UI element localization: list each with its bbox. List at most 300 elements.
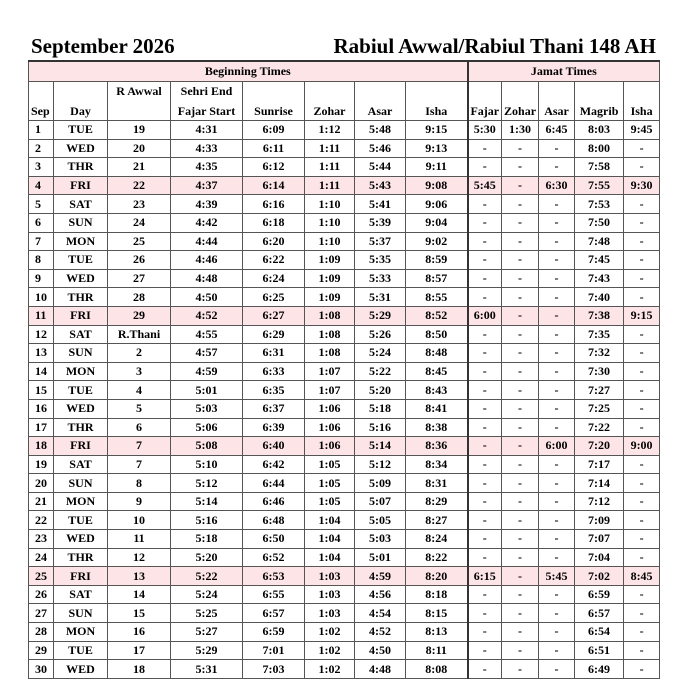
- zohar-cell: 1:09: [305, 269, 355, 288]
- sep-cell: 18: [29, 437, 54, 456]
- jamat-zohar-cell: -: [502, 325, 539, 344]
- asar-cell: 5:31: [355, 288, 406, 307]
- day-cell: SAT: [54, 455, 108, 474]
- zohar-cell: 1:05: [305, 455, 355, 474]
- table-row: [29, 139, 660, 158]
- fajar-start-cell: 4:46: [171, 251, 243, 270]
- table-row: [29, 213, 660, 232]
- asar-cell: 4:54: [355, 604, 406, 623]
- isha-cell: 8:55: [406, 288, 468, 307]
- jamat-asar-cell: 5:45: [539, 567, 575, 586]
- jamat-isha-cell: -: [624, 213, 660, 232]
- zohar-cell: 1:10: [305, 213, 355, 232]
- col-sunrise: Sunrise: [243, 100, 305, 121]
- jamat-magrib-cell: 7:30: [575, 362, 624, 381]
- col-jamat-isha: Isha: [624, 100, 660, 121]
- jamat-isha-cell: -: [624, 195, 660, 214]
- table-row: [29, 344, 660, 363]
- timetable-body: [29, 121, 660, 679]
- jamat-isha-cell: -: [624, 511, 660, 530]
- jamat-zohar-cell: -: [502, 399, 539, 418]
- day-cell: FRI: [54, 176, 108, 195]
- zohar-cell: 1:06: [305, 399, 355, 418]
- jamat-magrib-cell: 7:25: [575, 399, 624, 418]
- sunrise-cell: 6:14: [243, 176, 305, 195]
- jamat-isha-cell: -: [624, 623, 660, 642]
- jamat-magrib-cell: 7:12: [575, 492, 624, 511]
- isha-cell: 8:08: [406, 660, 468, 679]
- isha-cell: 9:06: [406, 195, 468, 214]
- sunrise-cell: 6:22: [243, 251, 305, 270]
- asar-cell: 5:18: [355, 399, 406, 418]
- asar-cell: 5:14: [355, 437, 406, 456]
- hijri-title: Rabiul Awwal/Rabiul Thani 148 AH: [333, 34, 656, 58]
- table-row: [29, 492, 660, 511]
- day-cell: TUE: [54, 381, 108, 400]
- day-cell: SAT: [54, 585, 108, 604]
- jamat-magrib-cell: 6:57: [575, 604, 624, 623]
- hijri-date-cell: 20: [108, 139, 171, 158]
- jamat-asar-cell: -: [539, 213, 575, 232]
- jamat-asar-cell: -: [539, 232, 575, 251]
- jamat-zohar-cell: -: [502, 641, 539, 660]
- hijri-date-cell: 15: [108, 604, 171, 623]
- sunrise-cell: 7:01: [243, 641, 305, 660]
- table-row: [29, 474, 660, 493]
- jamat-zohar-cell: -: [502, 660, 539, 679]
- asar-cell: 5:39: [355, 213, 406, 232]
- jamat-isha-cell: -: [624, 530, 660, 549]
- hijri-date-cell: 23: [108, 195, 171, 214]
- isha-cell: 8:18: [406, 585, 468, 604]
- jamat-fajar-cell: -: [468, 325, 502, 344]
- table-row: [29, 362, 660, 381]
- col-jamat-asar: Asar: [539, 100, 575, 121]
- jamat-magrib-cell: 7:27: [575, 381, 624, 400]
- zohar-cell: 1:03: [305, 567, 355, 586]
- col-zohar: Zohar: [305, 100, 355, 121]
- fajar-start-cell: 5:10: [171, 455, 243, 474]
- jamat-fajar-cell: 5:45: [468, 176, 502, 195]
- fajar-start-cell: 4:57: [171, 344, 243, 363]
- day-cell: MON: [54, 232, 108, 251]
- sunrise-cell: 7:03: [243, 660, 305, 679]
- jamat-fajar-cell: -: [468, 195, 502, 214]
- col-jamat-magrib: Magrib: [575, 100, 624, 121]
- sep-cell: 23: [29, 530, 54, 549]
- jamat-asar-cell: -: [539, 455, 575, 474]
- asar-cell: 5:01: [355, 548, 406, 567]
- jamat-fajar-cell: -: [468, 623, 502, 642]
- sep-cell: 6: [29, 213, 54, 232]
- sunrise-cell: 6:09: [243, 121, 305, 140]
- beginning-times-header: Beginning Times: [29, 61, 468, 82]
- col-jamat-fajar: Fajar: [468, 100, 502, 121]
- isha-cell: 9:04: [406, 213, 468, 232]
- asar-cell: 4:52: [355, 623, 406, 642]
- title-row: [28, 33, 659, 60]
- jamat-isha-cell: -: [624, 585, 660, 604]
- zohar-cell: 1:11: [305, 176, 355, 195]
- col-sep: Sep: [29, 100, 54, 121]
- jamat-asar-cell: -: [539, 306, 575, 325]
- timetable-sheet: [28, 33, 659, 679]
- sep-cell: 11: [29, 306, 54, 325]
- hijri-date-cell: 3: [108, 362, 171, 381]
- asar-cell: 5:46: [355, 139, 406, 158]
- jamat-fajar-cell: -: [468, 232, 502, 251]
- fajar-start-cell: 5:20: [171, 548, 243, 567]
- sep-cell: 9: [29, 269, 54, 288]
- jamat-magrib-cell: 7:55: [575, 176, 624, 195]
- table-row: [29, 641, 660, 660]
- asar-cell: 5:44: [355, 158, 406, 177]
- asar-cell: 5:03: [355, 530, 406, 549]
- hijri-date-cell: 24: [108, 213, 171, 232]
- hijri-date-cell: 7: [108, 437, 171, 456]
- jamat-zohar-cell: -: [502, 269, 539, 288]
- table-row: [29, 176, 660, 195]
- sunrise-cell: 6:48: [243, 511, 305, 530]
- jamat-isha-cell: -: [624, 139, 660, 158]
- jamat-isha-cell: -: [624, 269, 660, 288]
- jamat-fajar-cell: -: [468, 492, 502, 511]
- zohar-cell: 1:08: [305, 306, 355, 325]
- sep-cell: 2: [29, 139, 54, 158]
- hijri-date-cell: 11: [108, 530, 171, 549]
- sunrise-cell: 6:25: [243, 288, 305, 307]
- hijri-date-cell: 2: [108, 344, 171, 363]
- day-cell: TUE: [54, 251, 108, 270]
- isha-cell: 9:02: [406, 232, 468, 251]
- jamat-magrib-cell: 7:17: [575, 455, 624, 474]
- sep-cell: 8: [29, 251, 54, 270]
- sunrise-cell: 6:24: [243, 269, 305, 288]
- jamat-fajar-cell: -: [468, 418, 502, 437]
- jamat-isha-cell: 9:30: [624, 176, 660, 195]
- hijri-date-cell: R.Thani: [108, 325, 171, 344]
- table-row: [29, 567, 660, 586]
- day-cell: SUN: [54, 604, 108, 623]
- asar-cell: 5:33: [355, 269, 406, 288]
- jamat-isha-cell: -: [624, 288, 660, 307]
- jamat-asar-cell: -: [539, 418, 575, 437]
- day-cell: MON: [54, 362, 108, 381]
- jamat-magrib-cell: 7:22: [575, 418, 624, 437]
- jamat-magrib-cell: 7:38: [575, 306, 624, 325]
- sunrise-cell: 6:44: [243, 474, 305, 493]
- jamat-asar-cell: -: [539, 381, 575, 400]
- jamat-asar-cell: -: [539, 585, 575, 604]
- fajar-start-cell: 4:33: [171, 139, 243, 158]
- asar-cell: 5:09: [355, 474, 406, 493]
- jamat-isha-cell: -: [624, 474, 660, 493]
- asar-cell: 5:12: [355, 455, 406, 474]
- sunrise-cell: 6:20: [243, 232, 305, 251]
- jamat-fajar-cell: -: [468, 455, 502, 474]
- isha-cell: 8:31: [406, 474, 468, 493]
- table-row: [29, 604, 660, 623]
- jamat-magrib-cell: 7:58: [575, 158, 624, 177]
- isha-cell: 8:52: [406, 306, 468, 325]
- jamat-fajar-cell: -: [468, 399, 502, 418]
- jamat-isha-cell: -: [624, 362, 660, 381]
- day-cell: FRI: [54, 437, 108, 456]
- jamat-zohar-cell: -: [502, 585, 539, 604]
- isha-cell: 9:08: [406, 176, 468, 195]
- table-row: [29, 269, 660, 288]
- day-cell: MON: [54, 492, 108, 511]
- fajar-start-cell: 5:22: [171, 567, 243, 586]
- sunrise-cell: 6:42: [243, 455, 305, 474]
- sunrise-cell: 6:37: [243, 399, 305, 418]
- table-row: [29, 381, 660, 400]
- fajar-start-cell: 5:08: [171, 437, 243, 456]
- jamat-zohar-cell: -: [502, 437, 539, 456]
- zohar-cell: 1:03: [305, 585, 355, 604]
- jamat-isha-cell: -: [624, 641, 660, 660]
- sep-cell: 14: [29, 362, 54, 381]
- jamat-magrib-cell: 7:14: [575, 474, 624, 493]
- jamat-isha-cell: -: [624, 251, 660, 270]
- day-cell: WED: [54, 660, 108, 679]
- jamat-magrib-cell: 6:49: [575, 660, 624, 679]
- hijri-date-cell: 27: [108, 269, 171, 288]
- sunrise-cell: 6:57: [243, 604, 305, 623]
- hijri-date-cell: 6: [108, 418, 171, 437]
- hijri-date-cell: 25: [108, 232, 171, 251]
- jamat-asar-cell: -: [539, 344, 575, 363]
- jamat-fajar-cell: 5:30: [468, 121, 502, 140]
- sep-cell: 5: [29, 195, 54, 214]
- column-header-row: [29, 100, 660, 121]
- day-cell: SUN: [54, 474, 108, 493]
- day-cell: SAT: [54, 325, 108, 344]
- zohar-cell: 1:03: [305, 604, 355, 623]
- table-row: [29, 288, 660, 307]
- day-cell: THR: [54, 548, 108, 567]
- group-header-row: [29, 61, 660, 82]
- fajar-start-cell: 4:31: [171, 121, 243, 140]
- sunrise-cell: 6:52: [243, 548, 305, 567]
- sep-cell: 26: [29, 585, 54, 604]
- fajar-start-cell: 4:48: [171, 269, 243, 288]
- day-cell: THR: [54, 158, 108, 177]
- jamat-asar-cell: 6:45: [539, 121, 575, 140]
- jamat-fajar-cell: -: [468, 288, 502, 307]
- zohar-cell: 1:09: [305, 251, 355, 270]
- jamat-asar-cell: -: [539, 139, 575, 158]
- isha-cell: 8:15: [406, 604, 468, 623]
- table-row: [29, 455, 660, 474]
- jamat-asar-cell: -: [539, 325, 575, 344]
- sep-cell: 25: [29, 567, 54, 586]
- day-cell: WED: [54, 139, 108, 158]
- day-cell: WED: [54, 530, 108, 549]
- jamat-zohar-cell: -: [502, 195, 539, 214]
- fajar-start-cell: 5:16: [171, 511, 243, 530]
- sunrise-cell: 6:46: [243, 492, 305, 511]
- sep-cell: 17: [29, 418, 54, 437]
- fajar-start-cell: 4:35: [171, 158, 243, 177]
- isha-cell: 8:24: [406, 530, 468, 549]
- fajar-start-cell: 5:27: [171, 623, 243, 642]
- col-day: Day: [54, 100, 108, 121]
- table-row: [29, 530, 660, 549]
- fajar-start-cell: 5:18: [171, 530, 243, 549]
- zohar-cell: 1:05: [305, 474, 355, 493]
- isha-cell: 8:41: [406, 399, 468, 418]
- jamat-fajar-cell: -: [468, 158, 502, 177]
- table-row: [29, 418, 660, 437]
- jamat-asar-cell: -: [539, 269, 575, 288]
- jamat-asar-cell: -: [539, 288, 575, 307]
- sunrise-cell: 6:12: [243, 158, 305, 177]
- fajar-start-cell: 5:14: [171, 492, 243, 511]
- hijri-date-cell: 16: [108, 623, 171, 642]
- jamat-isha-cell: 9:00: [624, 437, 660, 456]
- zohar-cell: 1:06: [305, 437, 355, 456]
- jamat-fajar-cell: -: [468, 344, 502, 363]
- zohar-cell: 1:02: [305, 660, 355, 679]
- jamat-magrib-cell: 7:40: [575, 288, 624, 307]
- jamat-zohar-cell: -: [502, 158, 539, 177]
- jamat-isha-cell: -: [624, 344, 660, 363]
- day-cell: THR: [54, 418, 108, 437]
- sep-cell: 4: [29, 176, 54, 195]
- jamat-isha-cell: -: [624, 399, 660, 418]
- sep-cell: 20: [29, 474, 54, 493]
- table-row: [29, 585, 660, 604]
- asar-cell: 4:50: [355, 641, 406, 660]
- jamat-asar-cell: -: [539, 660, 575, 679]
- jamat-isha-cell: -: [624, 455, 660, 474]
- isha-cell: 8:48: [406, 344, 468, 363]
- col-jamat-zohar: Zohar: [502, 100, 539, 121]
- jamat-magrib-cell: 7:02: [575, 567, 624, 586]
- zohar-cell: 1:04: [305, 530, 355, 549]
- isha-cell: 8:11: [406, 641, 468, 660]
- asar-cell: 5:20: [355, 381, 406, 400]
- jamat-zohar-cell: -: [502, 604, 539, 623]
- jamat-fajar-cell: -: [468, 381, 502, 400]
- table-row: [29, 437, 660, 456]
- jamat-asar-cell: -: [539, 641, 575, 660]
- sunrise-cell: 6:18: [243, 213, 305, 232]
- jamat-magrib-cell: 7:20: [575, 437, 624, 456]
- table-row: [29, 251, 660, 270]
- isha-cell: 8:22: [406, 548, 468, 567]
- jamat-fajar-cell: -: [468, 139, 502, 158]
- sep-cell: 3: [29, 158, 54, 177]
- jamat-zohar-cell: -: [502, 232, 539, 251]
- sep-cell: 30: [29, 660, 54, 679]
- asar-cell: 5:35: [355, 251, 406, 270]
- asar-cell: 5:29: [355, 306, 406, 325]
- zohar-cell: 1:04: [305, 548, 355, 567]
- jamat-magrib-cell: 8:00: [575, 139, 624, 158]
- sep-cell: 7: [29, 232, 54, 251]
- jamat-fajar-cell: -: [468, 213, 502, 232]
- sunrise-cell: 6:39: [243, 418, 305, 437]
- table-row: [29, 623, 660, 642]
- sunrise-cell: 6:31: [243, 344, 305, 363]
- table-row: [29, 232, 660, 251]
- sunrise-cell: 6:59: [243, 623, 305, 642]
- isha-cell: 8:50: [406, 325, 468, 344]
- jamat-magrib-cell: 7:45: [575, 251, 624, 270]
- zohar-cell: 1:08: [305, 344, 355, 363]
- isha-cell: 8:59: [406, 251, 468, 270]
- table-row: [29, 660, 660, 679]
- jamat-asar-cell: -: [539, 530, 575, 549]
- sunrise-cell: 6:40: [243, 437, 305, 456]
- day-cell: SUN: [54, 213, 108, 232]
- col-fajar-start: Fajar Start: [171, 100, 243, 121]
- asar-cell: 4:56: [355, 585, 406, 604]
- jamat-magrib-cell: 7:09: [575, 511, 624, 530]
- jamat-asar-cell: -: [539, 604, 575, 623]
- isha-cell: 8:57: [406, 269, 468, 288]
- jamat-zohar-cell: -: [502, 213, 539, 232]
- jamat-zohar-cell: -: [502, 418, 539, 437]
- sep-cell: 22: [29, 511, 54, 530]
- jamat-zohar-cell: -: [502, 530, 539, 549]
- jamat-zohar-cell: -: [502, 251, 539, 270]
- zohar-cell: 1:07: [305, 381, 355, 400]
- day-cell: FRI: [54, 306, 108, 325]
- fajar-start-cell: 4:44: [171, 232, 243, 251]
- jamat-magrib-cell: 7:04: [575, 548, 624, 567]
- day-cell: SUN: [54, 344, 108, 363]
- asar-cell: 4:48: [355, 660, 406, 679]
- jamat-isha-cell: 9:45: [624, 121, 660, 140]
- hijri-date-cell: 7: [108, 455, 171, 474]
- jamat-asar-cell: -: [539, 548, 575, 567]
- jamat-fajar-cell: -: [468, 548, 502, 567]
- jamat-fajar-cell: 6:00: [468, 306, 502, 325]
- prayer-timetable: [28, 60, 660, 679]
- asar-cell: 5:07: [355, 492, 406, 511]
- zohar-cell: 1:10: [305, 195, 355, 214]
- jamat-magrib-cell: 7:32: [575, 344, 624, 363]
- day-cell: MON: [54, 623, 108, 642]
- fajar-start-cell: 5:12: [171, 474, 243, 493]
- sep-cell: 12: [29, 325, 54, 344]
- day-cell: WED: [54, 399, 108, 418]
- table-row: [29, 511, 660, 530]
- table-row: [29, 548, 660, 567]
- hijri-date-cell: 12: [108, 548, 171, 567]
- sep-cell: 19: [29, 455, 54, 474]
- jamat-isha-cell: -: [624, 232, 660, 251]
- jamat-zohar-cell: -: [502, 474, 539, 493]
- asar-cell: 5:05: [355, 511, 406, 530]
- jamat-fajar-cell: -: [468, 437, 502, 456]
- jamat-magrib-cell: 7:43: [575, 269, 624, 288]
- jamat-fajar-cell: -: [468, 530, 502, 549]
- asar-cell: 5:26: [355, 325, 406, 344]
- jamat-isha-cell: -: [624, 548, 660, 567]
- jamat-zohar-cell: -: [502, 492, 539, 511]
- hijri-date-cell: 17: [108, 641, 171, 660]
- day-cell: FRI: [54, 567, 108, 586]
- fajar-start-cell: 4:42: [171, 213, 243, 232]
- jamat-asar-cell: -: [539, 511, 575, 530]
- jamat-fajar-cell: -: [468, 362, 502, 381]
- sep-cell: 29: [29, 641, 54, 660]
- asar-cell: 5:41: [355, 195, 406, 214]
